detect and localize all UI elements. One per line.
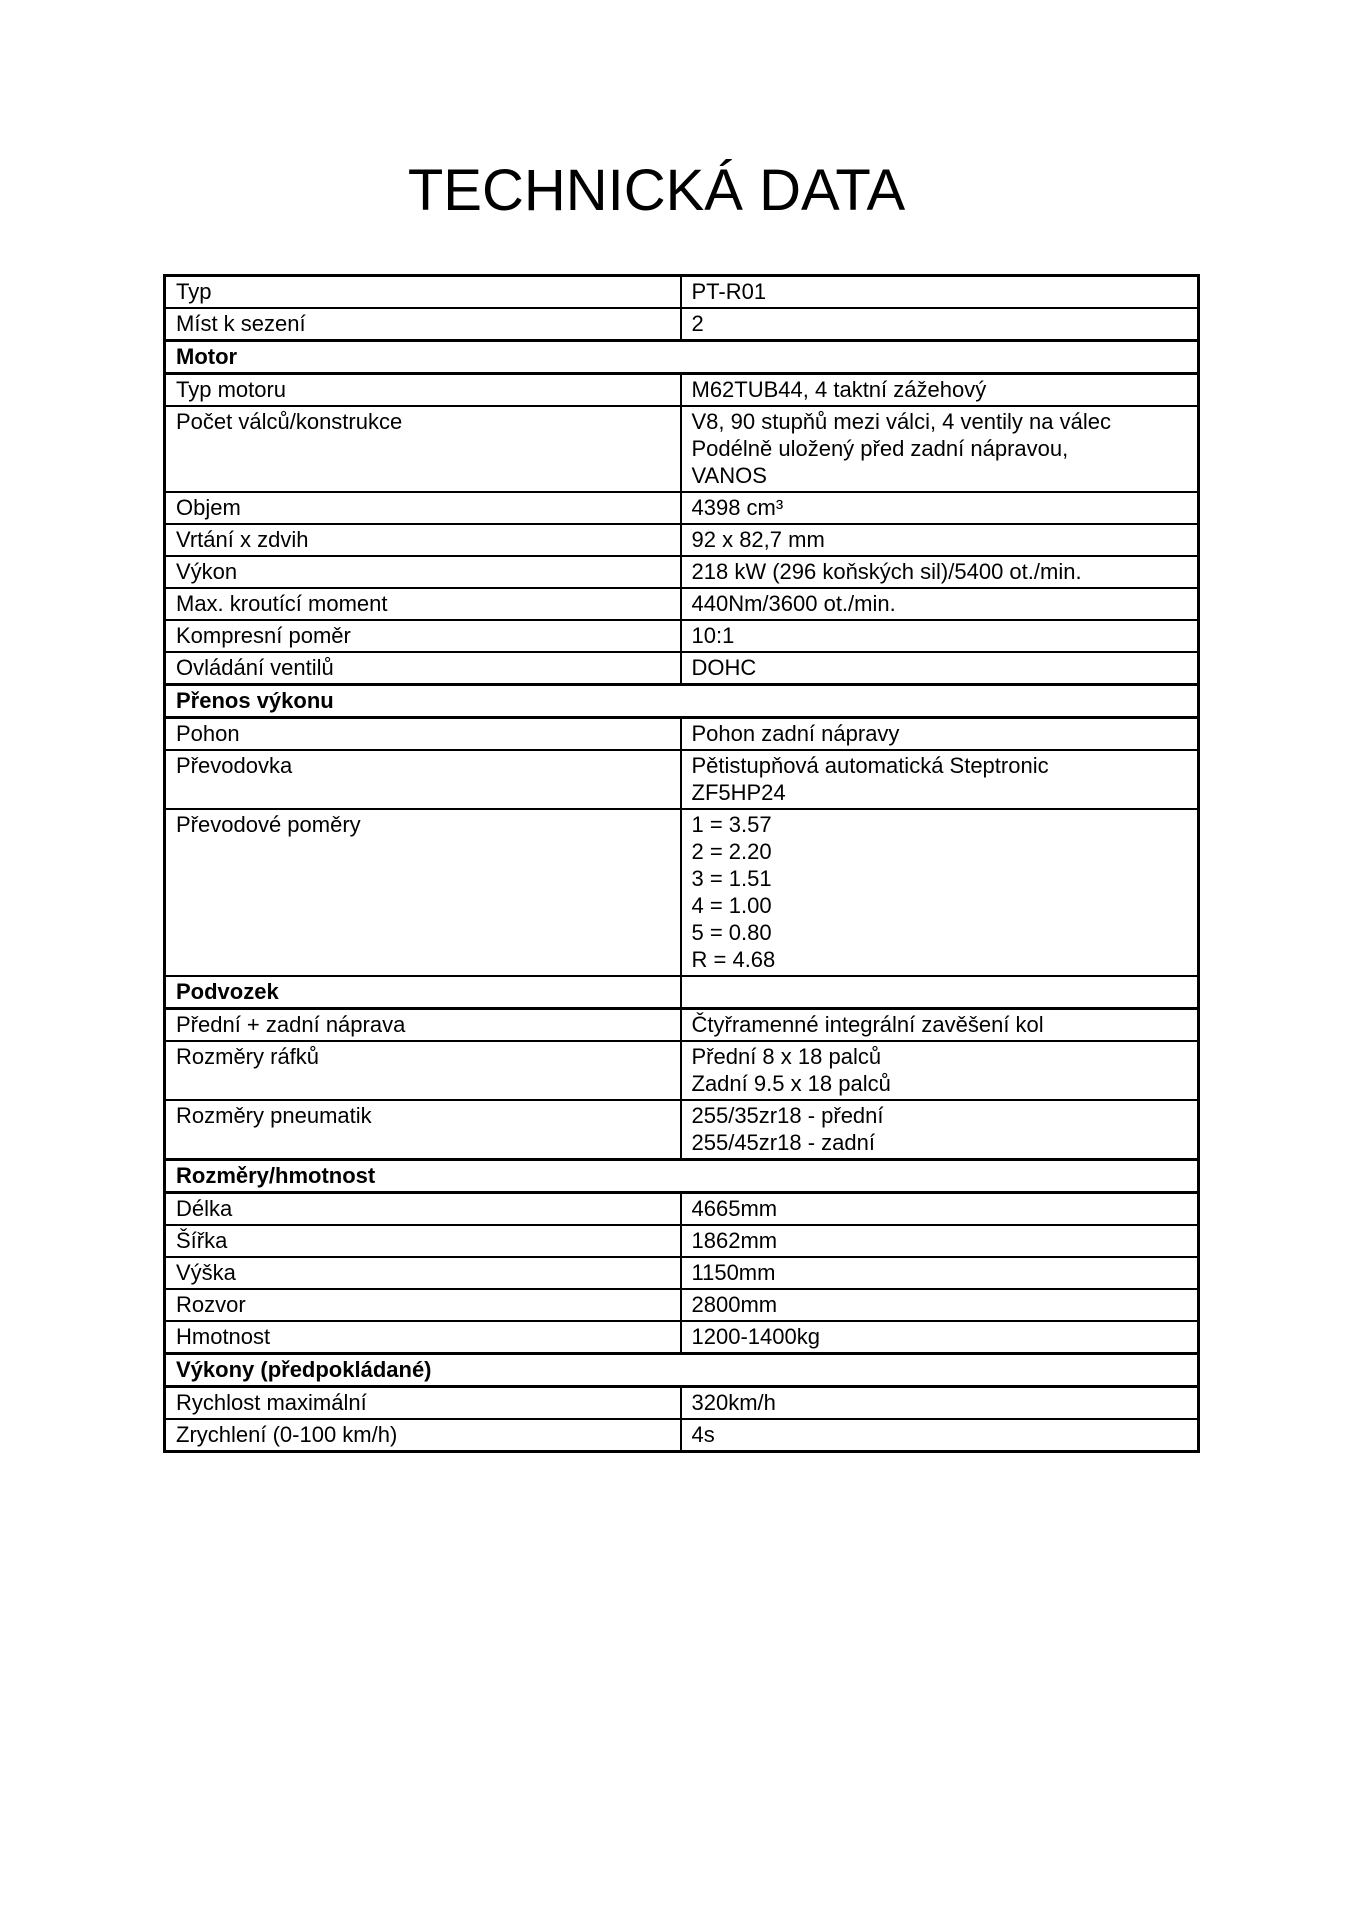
spec-value-cell: Pohon zadní nápravy	[681, 718, 1199, 751]
spec-value-cell: 1150mm	[681, 1257, 1199, 1289]
value-line: 1 = 3.57	[691, 812, 772, 837]
value-line: R = 4.68	[691, 947, 776, 972]
spec-label-cell: Délka	[165, 1193, 681, 1226]
spec-row-pocet-valcu-konstrukce	[165, 406, 1199, 492]
spec-value-cell: 10:1	[681, 620, 1199, 652]
spec-value-cell: PT-R01	[681, 276, 1199, 309]
spec-value-cell: 320km/h	[681, 1387, 1199, 1420]
spec-row-rychlost-maximalni	[165, 1387, 1199, 1420]
spec-value-cell	[681, 750, 1199, 809]
spec-row-rozmery-rafku	[165, 1041, 1199, 1100]
value-line: Pětistupňová automatická Steptronic	[691, 753, 1049, 778]
spec-value-cell	[681, 406, 1199, 492]
spec-row-rozvor	[165, 1289, 1199, 1321]
section-label: Rozměry/hmotnost	[165, 1160, 1199, 1193]
spec-label-cell: Rozměry ráfků	[165, 1041, 681, 1100]
spec-label-cell: Rozvor	[165, 1289, 681, 1321]
spec-label-cell: Hmotnost	[165, 1321, 681, 1354]
spec-row-predni-zadni-naprava	[165, 1009, 1199, 1042]
spec-label-cell: Míst k sezení	[165, 308, 681, 341]
spec-label-cell: Přední + zadní náprava	[165, 1009, 681, 1042]
spec-value-cell	[681, 1041, 1199, 1100]
spec-label-cell: Objem	[165, 492, 681, 524]
value-line: 2 = 2.20	[691, 839, 772, 864]
spec-label-cell: Výkon	[165, 556, 681, 588]
value-line: VANOS	[691, 463, 767, 488]
spec-row-kompresni-pomer	[165, 620, 1199, 652]
spec-value-cell: 4665mm	[681, 1193, 1199, 1226]
value-line: 255/45zr18 - zadní	[691, 1130, 875, 1155]
value-line: 4 = 1.00	[691, 893, 772, 918]
spec-label-cell: Výška	[165, 1257, 681, 1289]
spec-row-rozmery-pneumatik	[165, 1100, 1199, 1160]
spec-value-cell	[681, 1100, 1199, 1160]
spec-label-cell: Typ motoru	[165, 374, 681, 407]
section-label: Přenos výkonu	[165, 685, 1199, 718]
spec-label-cell: Kompresní poměr	[165, 620, 681, 652]
spec-label-cell: Šířka	[165, 1225, 681, 1257]
spec-label-cell: Pohon	[165, 718, 681, 751]
section-row-prenos-vykonu	[165, 685, 1199, 718]
spec-value-cell: 2800mm	[681, 1289, 1199, 1321]
spec-row-pohon	[165, 718, 1199, 751]
value-line: 5 = 0.80	[691, 920, 772, 945]
spec-row-delka	[165, 1193, 1199, 1226]
value-line: Podélně uložený před zadní nápravou,	[691, 436, 1069, 461]
spec-value-cell: DOHC	[681, 652, 1199, 685]
spec-row-hmotnost	[165, 1321, 1199, 1354]
spec-row-mist-k-sezeni	[165, 308, 1199, 341]
section-row-motor	[165, 341, 1199, 374]
section-row-podvozek	[165, 976, 1199, 1009]
spec-value-cell: 4398 cm³	[681, 492, 1199, 524]
value-line: V8, 90 stupňů mezi válci, 4 ventily na válec	[691, 409, 1111, 434]
spec-label-cell: Typ	[165, 276, 681, 309]
spec-row-objem	[165, 492, 1199, 524]
page-title: TECHNICKÁ DATA	[407, 158, 906, 223]
technical-data-table	[163, 274, 1200, 1453]
spec-label-cell: Počet válců/konstrukce	[165, 406, 681, 492]
spec-row-typ-motoru	[165, 374, 1199, 407]
value-line: ZF5HP24	[691, 780, 786, 805]
spec-value-cell: 440Nm/3600 ot./min.	[681, 588, 1199, 620]
spec-value-cell: 1200-1400kg	[681, 1321, 1199, 1354]
spec-label-cell: Rychlost maximální	[165, 1387, 681, 1420]
spec-label-cell: Max. kroutící moment	[165, 588, 681, 620]
spec-value-cell: 2	[681, 308, 1199, 341]
value-line: Přední 8 x 18 palců	[691, 1044, 882, 1069]
spec-value-cell	[681, 809, 1199, 976]
spec-row-zrychleni	[165, 1419, 1199, 1452]
spec-value-cell: 4s	[681, 1419, 1199, 1452]
spec-label-cell: Převodové poměry	[165, 809, 681, 976]
section-row-vykony-predpokladane	[165, 1354, 1199, 1387]
spec-value-cell: M62TUB44, 4 taktní zážehový	[681, 374, 1199, 407]
section-label: Podvozek	[165, 976, 681, 1009]
spec-row-vykon	[165, 556, 1199, 588]
value-line: 3 = 1.51	[691, 866, 772, 891]
spec-label-cell: Ovládání ventilů	[165, 652, 681, 685]
spec-value-cell: Čtyřramenné integrální zavěšení kol	[681, 1009, 1199, 1042]
spec-label-cell: Rozměry pneumatik	[165, 1100, 681, 1160]
value-line: 255/35zr18 - přední	[691, 1103, 884, 1128]
spec-label-cell: Zrychlení (0-100 km/h)	[165, 1419, 681, 1452]
spec-value-cell: 92 x 82,7 mm	[681, 524, 1199, 556]
spec-row-vrtani-x-zdvih	[165, 524, 1199, 556]
spec-row-ovladani-ventilu	[165, 652, 1199, 685]
spec-label-cell: Převodovka	[165, 750, 681, 809]
spec-value-cell: 1862mm	[681, 1225, 1199, 1257]
spec-row-sirka	[165, 1225, 1199, 1257]
section-row-rozmery-hmotnost	[165, 1160, 1199, 1193]
spec-row-vyska	[165, 1257, 1199, 1289]
spec-row-prevodove-pomery	[165, 809, 1199, 976]
spec-row-prevodovka	[165, 750, 1199, 809]
spec-row-typ	[165, 276, 1199, 309]
section-empty-cell	[681, 976, 1199, 1009]
spec-label-cell: Vrtání x zdvih	[165, 524, 681, 556]
section-label: Výkony (předpokládané)	[165, 1354, 1199, 1387]
value-line: Zadní 9.5 x 18 palců	[691, 1071, 891, 1096]
spec-value-cell: 218 kW (296 koňských sil)/5400 ot./min.	[681, 556, 1199, 588]
spec-row-max-krouticimoment	[165, 588, 1199, 620]
section-label: Motor	[165, 341, 1199, 374]
